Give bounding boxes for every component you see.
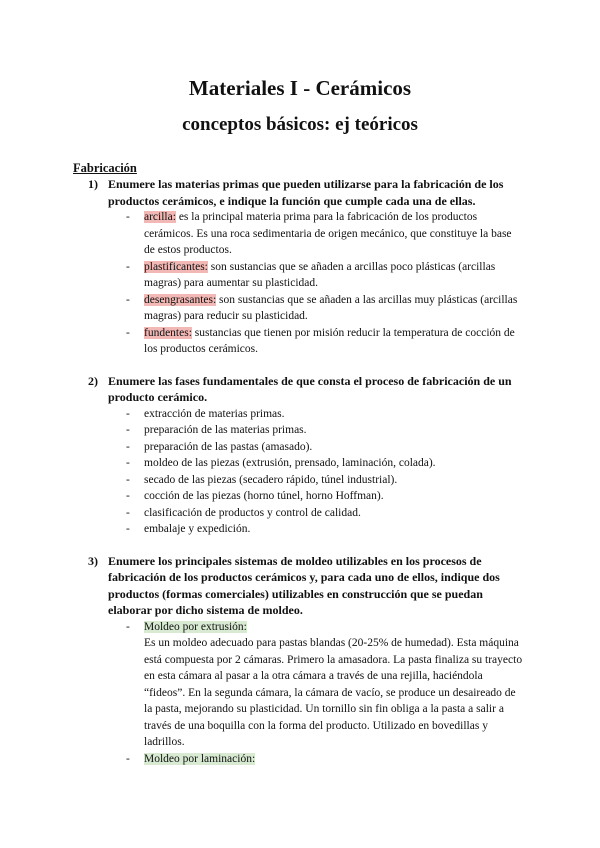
list-item [126, 521, 524, 538]
dash-bullet: - [126, 440, 130, 453]
answer-list-3 [0, 619, 600, 768]
dash-bullet: - [126, 424, 130, 436]
list-item [126, 751, 524, 768]
item-text: extracción de materias primas. [144, 407, 285, 420]
highlighted-term: Moldeo por laminación: [144, 752, 256, 765]
highlighted-term: Moldeo por extrusión: [144, 620, 247, 633]
document-body [0, 176, 600, 767]
spacer [0, 358, 600, 373]
question-3 [88, 553, 520, 619]
list-item [126, 292, 524, 325]
highlighted-term: plastificantes: [144, 260, 208, 273]
question-number: 3) [88, 553, 98, 568]
document-title: Materiales I - Cerámicos [188, 76, 412, 100]
list-item [126, 325, 524, 358]
item-text: Es un moldeo adecuado para pastas blandas (20-25% de humedad). Esta máquina está compuesta por 2 cámaras. Primero la amasadora. La pasta finaliza su trayecto en esta cámara al pasar a la otra cámara a través de una rejilla, haciéndola “fideos”. En la segunda cámara, la cámara de vacío, se produce un desaireado de la pasta, mejorando su plasticidad. Un tornillo sin fin obliga a la pasta a salir a través de una boquilla con la forma del producto. Utilizado en bovedillas y ladrillos. [144, 637, 523, 748]
highlighted-term: fundentes: [144, 326, 192, 339]
dash-bullet: - [126, 752, 130, 765]
answer-list-1 [0, 209, 600, 358]
item-text: secado de las piezas (secadero rápido, túnel industrial). [144, 473, 398, 486]
list-item [126, 472, 524, 489]
item-text: son sustancias que se añaden a las arcillas muy plásticas (arcillas magras) para reducir su plasticidad. [144, 293, 518, 322]
dash-bullet: - [126, 490, 130, 502]
question-text: Enumere las fases fundamentales de que consta el proceso de fabricación de un producto cerámico. [108, 373, 512, 404]
document-subtitle: conceptos básicos: ej teóricos [182, 114, 418, 135]
dash-bullet: - [126, 457, 130, 469]
question-2 [88, 373, 520, 406]
dash-bullet: - [126, 293, 130, 306]
list-item [126, 259, 524, 292]
list-item [126, 439, 524, 456]
dash-bullet: - [126, 211, 130, 223]
item-text: cocción de las piezas (horno túnel, horno Hoffman). [144, 490, 384, 502]
question-1 [88, 176, 520, 209]
list-item [126, 406, 524, 423]
question-text: Enumere las materias primas que pueden utilizarse para la fabricación de los productos cerámicos, e indique la función que cumple cada una de ellas. [108, 177, 504, 208]
highlighted-term: desengrasantes: [144, 293, 217, 306]
item-text: preparación de las materias primas. [144, 424, 307, 436]
list-item [126, 619, 524, 751]
question-number: 2) [88, 373, 98, 388]
answer-list-2 [0, 406, 600, 538]
item-text: sustancias que tienen por misión reducir la temperatura de cocción de los productos cerámicos. [144, 326, 515, 355]
dash-bullet: - [126, 620, 130, 633]
item-text: embalaje y expedición. [144, 523, 251, 535]
dash-bullet: - [126, 260, 130, 273]
list-item [126, 505, 524, 522]
section-heading-fabricacion: Fabricación [73, 161, 137, 175]
dash-bullet: - [126, 473, 130, 486]
list-item [126, 209, 524, 259]
dash-bullet: - [126, 326, 130, 339]
question-number: 1) [88, 177, 98, 191]
highlighted-term: arcilla: [144, 211, 176, 223]
list-item [126, 422, 524, 439]
item-text: es la principal materia prima para la fabricación de los productos cerámicos. Es una roca sedimentaria de origen mecánico, que constituye la base de estos productos. [144, 211, 512, 256]
dash-bullet: - [126, 506, 130, 519]
item-text: preparación de las pastas (amasado). [144, 440, 313, 453]
item-text: son sustancias que se añaden a arcillas poco plásticas (arcillas magras) para aumentar su plasticidad. [144, 260, 496, 289]
question-text: Enumere los principales sistemas de moldeo utilizables en los procesos de fabricación de los productos cerámicos y, para cada uno de ellos, indique dos productos (formas comerciales) utilizables en construcción que se puedan elaborar por dicho sistema de moldeo. [108, 553, 500, 617]
item-text: clasificación de productos y control de calidad. [144, 506, 361, 519]
spacer [0, 538, 600, 553]
list-item [126, 488, 524, 505]
list-item [126, 455, 524, 472]
item-text: moldeo de las piezas (extrusión, prensado, laminación, colada). [144, 457, 436, 469]
dash-bullet: - [126, 407, 130, 420]
dash-bullet: - [126, 523, 130, 535]
